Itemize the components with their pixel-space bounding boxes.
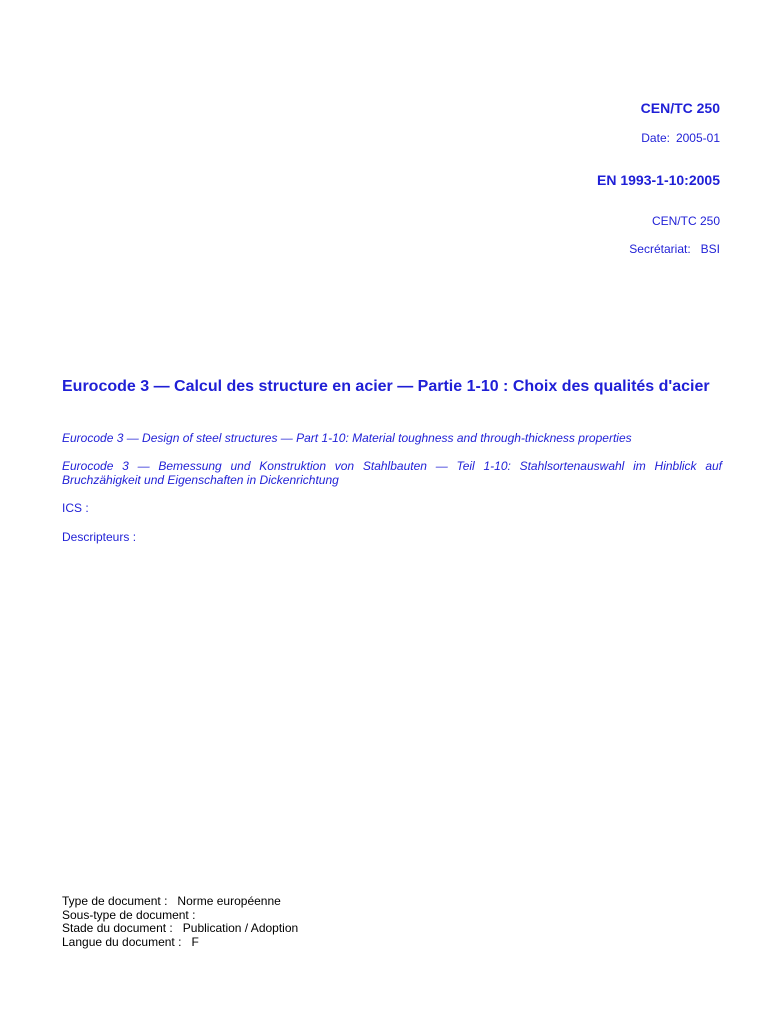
document-type-label: Type de document : [62, 894, 168, 908]
secretariat-label: Secrétariat: [629, 242, 691, 256]
document-subtype-label: Sous-type de document : [62, 907, 196, 922]
document-language-value: F [191, 934, 199, 949]
date-label: Date: [641, 131, 670, 145]
secretariat [629, 242, 720, 256]
document-stage-label: Stade du document : [62, 921, 173, 935]
date-value: 2005-01 [675, 131, 720, 145]
document-type-row [62, 895, 298, 909]
document-language-label: Langue du document : [62, 934, 182, 949]
document-stage-value: Publication / Adoption [182, 921, 299, 935]
document-subtype-row [62, 909, 298, 923]
committee-reference: CEN/TC 250 [651, 214, 720, 228]
descriptors-field: Descripteurs : [62, 530, 137, 544]
secretariat-value: BSI [700, 242, 720, 256]
title-german: Eurocode 3 — Bemessung und Konstruktion von Stahlbauten — Teil 1-10: Stahlsortenauswahl im Hinblick auf Bruchzähigkeit und Eigenschaften in Dickenrichtung [62, 459, 722, 487]
document-date [641, 131, 720, 145]
title-english: Eurocode 3 — Design of steel structures — Part 1-10: Material toughness and through-thickness properties [62, 431, 632, 445]
document-type-value: Norme européenne [177, 894, 281, 908]
committee-heading: CEN/TC 250 [640, 100, 720, 116]
ics-field: ICS : [62, 501, 89, 515]
document-info [62, 895, 298, 949]
document-stage-row [62, 922, 298, 936]
document-number: EN 1993-1-10:2005 [597, 172, 720, 188]
document-language-row [62, 936, 298, 950]
title-french: Eurocode 3 — Calcul des structure en acier — Partie 1-10 : Choix des qualités d'acier [62, 378, 710, 395]
